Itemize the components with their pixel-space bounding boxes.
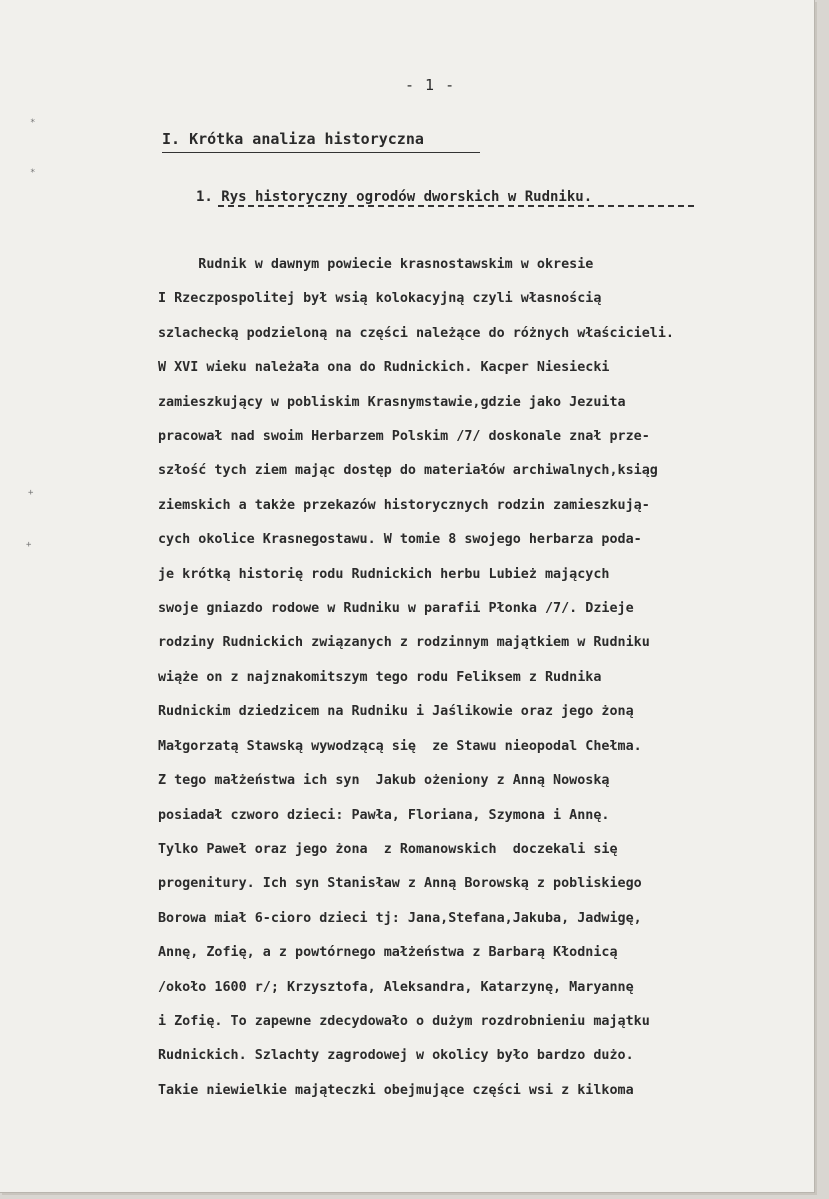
- page-number: - 1 -: [405, 76, 456, 94]
- text-line: cych okolice Krasnegostawu. W tomie 8 swojego herbarza poda-: [158, 532, 642, 548]
- text-line: Tylko Paweł oraz jego żona z Romanowskich doczekali się: [158, 841, 618, 857]
- text-line: Z tego małżeństwa ich syn Jakub ożeniony z Anną Nowoską: [158, 773, 610, 789]
- text-line: i Zofię. To zapewne zdecydowało o dużym rozdrobnieniu majątku: [158, 1013, 650, 1029]
- text-line: /około 1600 r/; Krzysztofa, Aleksandra, Katarzynę, Maryannę: [158, 979, 634, 995]
- body-paragraph: [158, 248, 818, 1108]
- text-line: je krótką historię rodu Rudnickich herbu Lubież mających: [158, 566, 610, 582]
- text-line: W XVI wieku należała ona do Rudnickich. Kacper Niesiecki: [158, 360, 610, 376]
- text-line: Małgorzatą Stawską wywodzącą się ze Stawu nieopodal Chełma.: [158, 738, 642, 754]
- text-line: szlachecką podzieloną na części należące do różnych właścicieli.: [158, 325, 674, 341]
- text-line: zamieszkujący w pobliskim Krasnymstawie,gdzie jako Jezuita: [158, 394, 626, 410]
- dashed-underline: [218, 205, 694, 207]
- text-line: progenitury. Ich syn Stanisław z Anną Borowską z pobliskiego: [158, 876, 642, 892]
- text-line: Borowa miał 6-cioro dzieci tj: Jana,Stefana,Jakuba, Jadwigę,: [158, 910, 642, 926]
- margin-speck: +: [26, 540, 32, 550]
- text-line: szłość tych ziem mając dostęp do materiałów archiwalnych,ksiąg: [158, 463, 658, 479]
- text-line: ziemskich a także przekazów historycznych rodzin zamieszkują-: [158, 497, 650, 513]
- text-line: Rudnickich. Szlachty zagrodowej w okolicy było bardzo dużo.: [158, 1048, 634, 1064]
- text-line: I Rzeczpospolitej był wsią kolokacyjną czyli własnością: [158, 291, 602, 307]
- text-line: wiąże on z najznakomitszym tego rodu Feliksem z Rudnika: [158, 669, 602, 685]
- text-line: rodziny Rudnickich związanych z rodzinnym majątkiem w Rudniku: [158, 635, 650, 651]
- margin-speck: +: [28, 488, 34, 498]
- margin-speck: *: [30, 168, 36, 178]
- section-heading: I. Krótka analiza historyczna: [162, 130, 480, 153]
- text-line: posiadał czworo dzieci: Pawła, Floriana, Szymona i Annę.: [158, 807, 610, 823]
- text-line: swoje gniazdo rodowe w Rudniku w parafii Płonka /7/. Dzieje: [158, 601, 634, 617]
- text-line: Takie niewielkie mająteczki obejmujące części wsi z kilkoma: [158, 1082, 634, 1098]
- text-line: Rudnickim dziedzicem na Rudniku i Jaślikowie oraz jego żoną: [158, 704, 634, 720]
- text-line: Rudnik w dawnym powiecie krasnostawskim w okresie: [158, 257, 594, 272]
- subsection-heading: 1. Rys historyczny ogrodów dworskich w Rudniku.: [196, 189, 593, 205]
- text-line: Annę, Zofię, a z powtórnego małżeństwa z Barbarą Kłodnicą: [158, 945, 618, 961]
- margin-speck: *: [30, 118, 36, 128]
- text-line: pracował nad swoim Herbarzem Polskim /7/ doskonale znał prze-: [158, 429, 650, 445]
